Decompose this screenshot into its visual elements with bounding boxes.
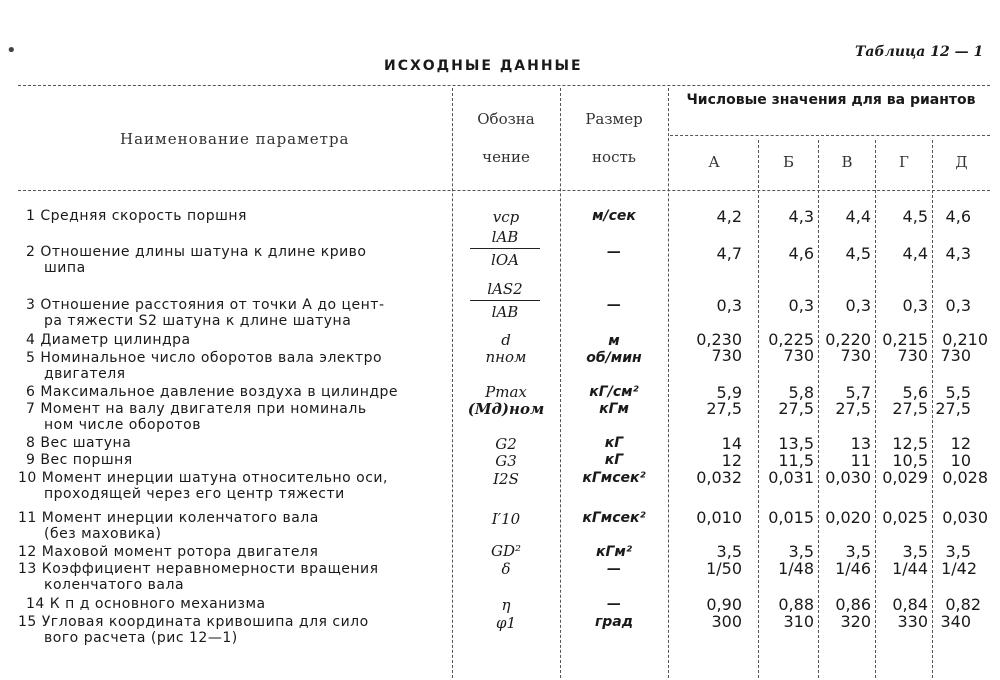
row-2-symbol-num: lAB (491, 228, 519, 246)
row-2-value-b: 4,6 (788, 244, 814, 263)
row-2-name: 2 Отношение длины шатуна к длине криво (26, 244, 367, 260)
row-6-value-v: 5,7 (845, 383, 871, 402)
row-12-name: 12 Маховой момент ротора двигателя (18, 544, 319, 560)
variants-rule (670, 135, 990, 136)
row-15-value-g: 330 (897, 612, 928, 631)
row-15-value-b: 310 (783, 612, 814, 631)
row-12-value-g: 3,5 (902, 542, 928, 561)
row-1-value-b: 4,3 (788, 207, 814, 226)
row-9-value-g: 10,5 (892, 451, 928, 470)
row-4-value-v: 0,220 (825, 330, 871, 349)
row-14-value-a: 0,90 (706, 595, 742, 614)
row-13-name: 13 Коэффициент неравномерности вращения (18, 561, 379, 577)
row-2-value-d: 4,3 (945, 244, 971, 263)
row-11-name-cont: (без маховика) (44, 526, 162, 542)
col-divider (452, 88, 453, 678)
row-3-value-v: 0,3 (845, 296, 871, 315)
row-10-unit: кГмсек² (582, 470, 646, 486)
row-15-value-d: 340 (940, 612, 971, 631)
row-5-name-cont: двигателя (44, 366, 126, 382)
row-6-unit: кГ/см² (589, 384, 639, 400)
row-2-name-cont: шипа (44, 260, 86, 276)
row-13-value-b: 1/48 (778, 559, 814, 578)
header-dimension-2: ность (592, 148, 636, 166)
row-11-value-v: 0,020 (825, 508, 871, 527)
page-title: ИСХОДНЫЕ ДАННЫЕ (384, 58, 583, 74)
row-3-symbol-num: lAS2 (487, 280, 523, 298)
row-8-symbol: G2 (495, 435, 517, 453)
header-designation-1: Обозна (477, 110, 535, 128)
row-11-name: 11 Момент инерции коленчатого вала (18, 510, 319, 526)
row-12-unit: кГм² (596, 544, 632, 560)
row-4-value-g: 0,215 (882, 330, 928, 349)
header-param-name: Наименование параметра (120, 130, 350, 148)
row-8-unit: кГ (604, 435, 624, 451)
row-6-value-a: 5,9 (716, 383, 742, 402)
row-2-value-a: 4,7 (716, 244, 742, 263)
row-10-value-d: 0,028 (942, 468, 988, 487)
row-3-value-d: 0,3 (945, 296, 971, 315)
row-8-value-b: 13,5 (778, 434, 814, 453)
row-1-name: 1 Средняя скорость поршня (26, 208, 247, 224)
row-14-value-d: 0,82 (945, 595, 981, 614)
row-2-symbol (470, 228, 540, 269)
row-14-name: 14 К п д основного механизма (26, 596, 266, 612)
row-13-value-v: 1/46 (835, 559, 871, 578)
row-4-symbol: d (501, 331, 511, 349)
header-top-rule (18, 85, 990, 86)
row-2-unit: — (607, 244, 621, 260)
row-10-symbol: I2S (493, 470, 519, 488)
fraction-bar (470, 248, 540, 249)
row-4-value-d: 0,210 (942, 330, 988, 349)
row-15-name: 15 Угловая координата кривошипа для сило (18, 614, 369, 630)
row-7-name: 7 Момент на валу двигателя при номиналь (26, 401, 367, 417)
row-14-value-b: 0,88 (778, 595, 814, 614)
variant-header-b: Б (782, 153, 795, 171)
row-11-value-a: 0,010 (696, 508, 742, 527)
row-12-value-a: 3,5 (716, 542, 742, 561)
row-3-name: 3 Отношение расстояния от точки A до цент- (26, 297, 385, 313)
row-14-value-g: 0,84 (892, 595, 928, 614)
row-5-unit: об/мин (586, 350, 642, 366)
row-7-value-a: 27,5 (706, 399, 742, 418)
row-13-value-d: 1/42 (941, 559, 977, 578)
header-values-title: Числовые значения для ва риантов (686, 92, 976, 108)
row-2-value-v: 4,5 (845, 244, 871, 263)
row-11-unit: кГмсек² (582, 510, 646, 526)
row-7-value-v: 27,5 (835, 399, 871, 418)
row-12-value-b: 3,5 (788, 542, 814, 561)
row-6-value-g: 5,6 (902, 383, 928, 402)
row-7-name-cont: ном числе оборотов (44, 417, 201, 433)
row-7-unit: кГм (599, 401, 629, 417)
row-9-value-d: 10 (950, 451, 971, 470)
row-5-value-v: 730 (840, 346, 871, 365)
row-6-symbol: Pmax (485, 383, 527, 401)
row-11-value-g: 0,025 (882, 508, 928, 527)
row-8-name: 8 Вес шатуна (26, 435, 132, 451)
margin-mark: • (6, 40, 17, 61)
row-6-value-d: 5,5 (945, 383, 971, 402)
row-5-name: 5 Номинальное число оборотов вала электро (26, 350, 383, 366)
row-6-value-b: 5,8 (788, 383, 814, 402)
row-7-value-d: 27,5 (935, 399, 971, 418)
row-9-name: 9 Вес поршня (26, 452, 133, 468)
row-3-value-a: 0,3 (716, 296, 742, 315)
row-1-symbol: vср (492, 208, 520, 226)
row-9-value-v: 11 (850, 451, 871, 470)
row-15-name-cont: вого расчета (рис 12—1) (44, 630, 238, 646)
row-3-symbol-den: lAB (491, 303, 519, 321)
row-4-name: 4 Диаметр цилиндра (26, 332, 191, 348)
row-5-value-b: 730 (783, 346, 814, 365)
row-15-value-v: 320 (840, 612, 871, 631)
row-9-value-a: 12 (721, 451, 742, 470)
row-13-symbol: δ (501, 560, 511, 578)
row-12-symbol: GD² (490, 542, 522, 560)
row-3-symbol (470, 280, 540, 321)
row-1-value-g: 4,5 (902, 207, 928, 226)
header-bottom-rule (18, 190, 990, 191)
row-14-unit: — (607, 596, 621, 612)
row-1-value-d: 4,6 (945, 207, 971, 226)
row-5-symbol: nном (485, 348, 527, 366)
row-10-name-cont: проходящей через его центр тяжести (44, 486, 345, 502)
row-7-value-g: 27,5 (892, 399, 928, 418)
row-2-symbol-den: lOA (491, 251, 519, 269)
row-10-name: 10 Момент инерции шатуна относительно оси, (18, 470, 388, 486)
row-6-name: 6 Максимальное давление воздуха в цилиндре (26, 384, 399, 400)
row-13-name-cont: коленчатого вала (44, 577, 185, 593)
row-5-value-g: 730 (897, 346, 928, 365)
col-divider (560, 88, 561, 678)
row-15-symbol: φ1 (495, 614, 517, 632)
row-13-value-a: 1/50 (706, 559, 742, 578)
row-1-unit: м/сек (592, 208, 636, 224)
row-4-unit: м (608, 333, 620, 349)
variant-header-v: В (841, 153, 853, 171)
row-7-value-b: 27,5 (778, 399, 814, 418)
row-4-value-a: 0,230 (696, 330, 742, 349)
row-9-symbol: G3 (495, 452, 517, 470)
header-dimension-1: Размер (585, 110, 643, 128)
row-11-value-b: 0,015 (768, 508, 814, 527)
header-designation-2: чение (482, 148, 530, 166)
row-3-value-g: 0,3 (902, 296, 928, 315)
variant-header-d: Д (955, 153, 968, 171)
row-8-value-d: 12 (950, 434, 971, 453)
row-11-value-d: 0,030 (942, 508, 988, 527)
row-9-value-b: 11,5 (778, 451, 814, 470)
row-3-unit: — (607, 297, 621, 313)
row-14-symbol: η (501, 596, 511, 614)
row-10-value-b: 0,031 (768, 468, 814, 487)
row-11-symbol: I′10 (491, 510, 521, 528)
row-10-value-a: 0,032 (696, 468, 742, 487)
table-number: Таблица 12 — 1 (855, 44, 984, 60)
row-8-value-g: 12,5 (892, 434, 928, 453)
row-9-unit: кГ (604, 452, 624, 468)
row-5-value-d: 730 (940, 346, 971, 365)
row-7-symbol: (Mд)ном (467, 400, 545, 418)
row-13-unit: — (607, 561, 621, 577)
row-3-name-cont: ра тяжести S2 шатуна к длине шатуна (44, 313, 352, 329)
row-1-value-a: 4,2 (716, 207, 742, 226)
row-15-value-a: 300 (711, 612, 742, 631)
row-14-value-v: 0,86 (835, 595, 871, 614)
variant-header-g: Г (899, 153, 909, 171)
fraction-bar (470, 300, 540, 301)
row-8-value-v: 13 (850, 434, 871, 453)
row-10-value-v: 0,030 (825, 468, 871, 487)
col-divider (668, 88, 669, 678)
row-3-value-b: 0,3 (788, 296, 814, 315)
row-10-value-g: 0,029 (882, 468, 928, 487)
row-12-value-d: 3,5 (945, 542, 971, 561)
row-4-value-b: 0,225 (768, 330, 814, 349)
row-8-value-a: 14 (721, 434, 742, 453)
row-2-value-g: 4,4 (902, 244, 928, 263)
row-15-unit: град (594, 614, 634, 630)
row-13-value-g: 1/44 (892, 559, 928, 578)
row-1-value-v: 4,4 (845, 207, 871, 226)
row-12-value-v: 3,5 (845, 542, 871, 561)
row-5-value-a: 730 (711, 346, 742, 365)
variant-header-a: А (708, 153, 720, 171)
